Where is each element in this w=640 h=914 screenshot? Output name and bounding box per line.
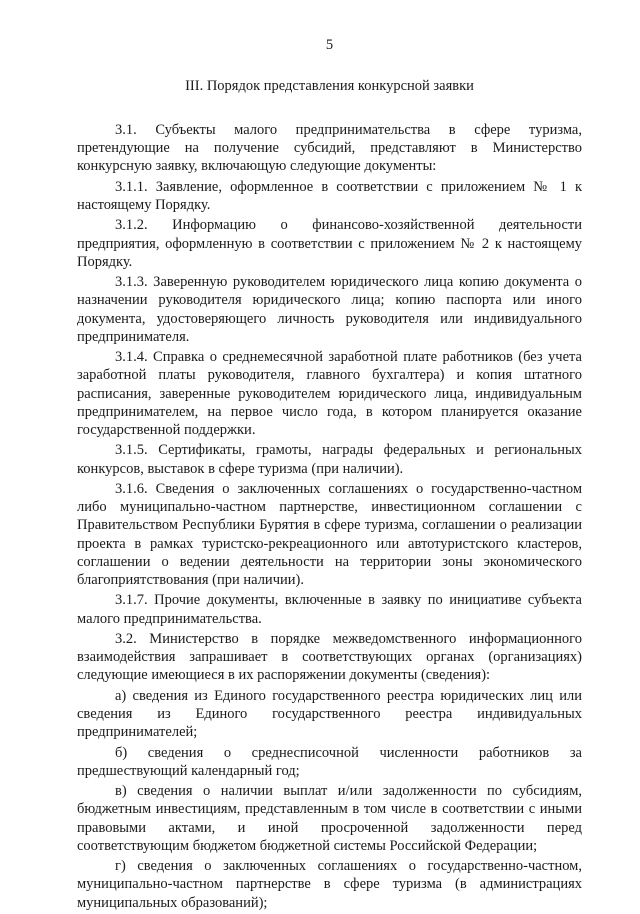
list-item-g: г) сведения о заключенных соглашениях о государственно-частном, муниципально-частном партнерстве в сфере туризма (в администрациях муниципальных образований);	[77, 858, 582, 911]
list-item-b: б) сведения о среднесписочной численности работников за предшествующий календарный год;	[77, 744, 582, 779]
paragraph-3-1-7: 3.1.7. Прочие документы, включенные в заявку по инициативе субъекта малого предпринимательства.	[77, 592, 582, 627]
paragraph-3-1-1: 3.1.1. Заявление, оформленное в соответствии с приложением № 1 к настоящему Порядку.	[77, 178, 582, 213]
list-item-a: а) сведения из Единого государственного реестра юридических лиц или сведения из Единого государственного реестра индивидуальных предпринимателей;	[77, 687, 582, 741]
paragraph-3-1-5: 3.1.5. Сертификаты, грамоты, награды федеральных и региональных конкурсов, выставок в сфере туризма (при наличии).	[77, 442, 582, 477]
paragraph-3-1-6: 3.1.6. Сведения о заключенных соглашениях о государственно-частном либо муниципально-частном партнерстве, инвестиционном соглашении с Правительством Республики Бурятия в сфере туризма, соглашении о реализации проекта в рамках туристско-рекреационного или автотуристского кластеров, соглашении о ведении деятельности на территории зоны экономического благоприятствования (при наличии).	[77, 480, 582, 588]
document-page	[77, 36, 582, 914]
paragraph-3-2: 3.2. Министерство в порядке межведомственного информационного взаимодействия запрашивает в соответствующих органах (организациях) следующие имеющиеся в их распоряжении документы (сведения):	[77, 630, 582, 684]
section-title: III. Порядок представления конкурсной заявки	[185, 78, 474, 94]
paragraph-3-1-3: 3.1.3. Заверенную руководителем юридического лица копию документа о назначении руководителя юридического лица; копию паспорта или иного документа, удостоверяющего личность руководителя или индивидуального предпринимателя.	[77, 274, 582, 345]
paragraph-3-1-4: 3.1.4. Справка о среднемесячной заработной плате работников (без учета заработной платы руководителя, главного бухгалтера) и копия штатного расписания, заверенные руководителем юридического лица, индивидуальным предпринимателем, на первое число года, в котором планируется оказание государственной поддержки.	[77, 349, 582, 438]
list-item-v: в) сведения о наличии выплат и/или задолженности по субсидиям, бюджетным инвестициям, представленным в том числе в соответствии с иными правовыми актами, и иной просроченной задолженности перед соответствующим бюджетом бюджетной системы Российской Федерации;	[77, 783, 582, 854]
page-number: 5	[325, 37, 334, 53]
paragraph-3-1: 3.1. Субъекты малого предпринимательства в сфере туризма, претендующие на получение субсидий, представляют в Министерство конкурсную заявку, включающую следующие документы:	[77, 122, 582, 175]
paragraph-3-1-2: 3.1.2. Информацию о финансово-хозяйственной деятельности предприятия, оформленную в соответствии с приложением № 2 к настоящему Порядку.	[77, 217, 582, 270]
